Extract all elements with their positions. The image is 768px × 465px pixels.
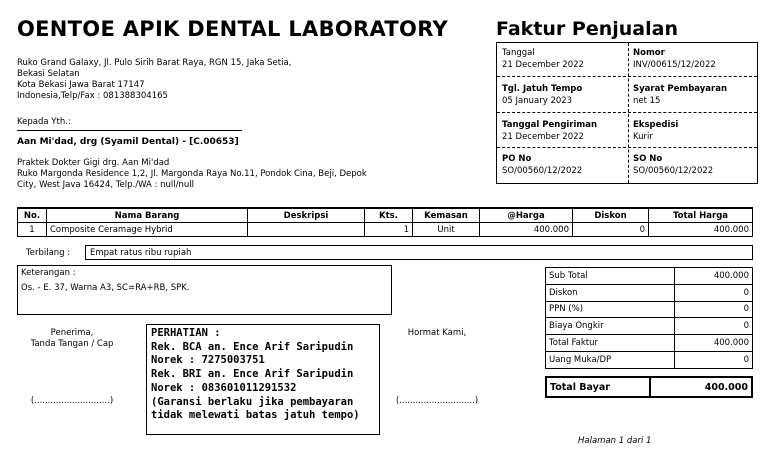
summary-row [546, 335, 753, 352]
summary-label: PPN (%) [546, 301, 675, 318]
company-name: OENTOE APIK DENTAL LABORATORY [17, 17, 449, 41]
table-row [18, 223, 753, 237]
hormat-label: Hormat Kami, [407, 328, 467, 338]
keterangan-label: Keterangan : [21, 268, 76, 278]
cell-kemasan: Unit [413, 223, 480, 237]
address-line: Kota Bekasi Jawa Barat 17147 [17, 80, 145, 90]
payment-notice [146, 324, 380, 435]
cell-nama: Composite Ceramage Hybrid [47, 223, 248, 237]
notice-line: Norek : 083601011291532 [151, 381, 297, 394]
keterangan-box [17, 265, 392, 315]
notice-line: PERHATIAN : [151, 327, 221, 339]
cell-deskripsi [248, 223, 365, 237]
signature-line-left: (............................) [30, 396, 114, 406]
tanggal-label: Tanggal [502, 48, 535, 58]
invoice-title: Faktur Penjualan [496, 18, 678, 40]
summary-label: Uang Muka/DP [546, 351, 675, 368]
cell-diskon: 0 [573, 223, 649, 237]
summary-value: 400.000 [674, 335, 752, 352]
summary-value: 0 [674, 318, 752, 335]
total-bayar-label: Total Bayar [546, 377, 650, 397]
address-line: Ruko Grand Galaxy, Jl. Pulo Sirih Barat Raya, RGN 15, Jaka Setia, [17, 58, 292, 68]
customer-address-line: Praktek Dokter Gigi drg. Aan Mi'dad [17, 158, 170, 168]
col-nama: Nama Barang [47, 208, 248, 223]
col-harga: @Harga [480, 208, 573, 223]
ekspedisi-label: Ekspedisi [633, 120, 679, 130]
nomor-value: INV/00615/12/2022 [633, 60, 716, 70]
col-no: No. [18, 208, 47, 223]
customer-name: Aan Mi'dad, drg (Syamil Dental) - [C.00653] [17, 137, 239, 147]
penerima-block [17, 328, 127, 407]
table-header-row [18, 208, 753, 223]
summary-row [546, 318, 753, 335]
tanggal-value: 21 December 2022 [502, 60, 584, 70]
invoice-meta-box [496, 42, 758, 184]
summary-value: 400.000 [674, 268, 752, 285]
po-label: PO No [502, 154, 532, 164]
tanda-tangan-label: Tanda Tangan / Cap [30, 339, 114, 349]
ekspedisi-field [633, 119, 678, 143]
page-number: Halaman 1 dari 1 [578, 436, 652, 446]
nomor-field [633, 47, 716, 71]
col-diskon: Diskon [573, 208, 649, 223]
meta-divider [497, 147, 757, 148]
cell-total: 400.000 [649, 223, 753, 237]
col-total: Total Harga [649, 208, 753, 223]
terbilang-label: Terbilang : [26, 248, 71, 258]
summary-label: Total Faktur [546, 335, 675, 352]
summary-table [545, 267, 753, 369]
meta-divider [497, 76, 757, 77]
hormat-block [387, 328, 487, 407]
notice-line: Rek. BCA an. Ence Arif Saripudin [151, 340, 354, 353]
kepada-label: Kepada Yth.: [17, 117, 242, 131]
ekspedisi-value: Kurir [633, 132, 653, 142]
address-line: Bekasi Selatan [17, 69, 80, 79]
syarat-label: Syarat Pembayaran [633, 84, 728, 94]
notice-line: Norek : 7275003751 [151, 354, 265, 367]
col-deskripsi: Deskripsi [248, 208, 365, 223]
summary-row [546, 268, 753, 285]
penerima-label: Penerima, [50, 328, 94, 338]
total-bayar-value: 400.000 [650, 377, 752, 397]
notice-line: Rek. BRI an. Ence Arif Saripudin [151, 368, 354, 381]
summary-row [546, 301, 753, 318]
customer-address-line: City, West Java 16424, Telp./WA : null/null [17, 180, 194, 190]
jatuh-tempo-field [502, 83, 582, 107]
syarat-field [633, 83, 727, 107]
meta-divider [628, 43, 629, 183]
signature-line-right: (............................) [395, 396, 479, 406]
cell-harga: 400.000 [480, 223, 573, 237]
syarat-value: net 15 [633, 96, 661, 106]
summary-row [546, 351, 753, 368]
summary-value: 0 [674, 301, 752, 318]
so-label: SO No [633, 154, 663, 164]
notice-line: (Garansi berlaku jika pembayaran [151, 395, 354, 408]
meta-divider [497, 112, 757, 113]
pengiriman-value: 21 December 2022 [502, 132, 584, 142]
jatuh-tempo-label: Tgl. Jatuh Tempo [502, 84, 583, 94]
customer-address-line: Ruko Margonda Residence 1,2, Jl. Margonda Raya No.11, Pondok Cina, Beji, Depok [17, 169, 367, 179]
nomor-label: Nomor [633, 48, 665, 58]
summary-label: Sub Total [546, 268, 675, 285]
pengiriman-field [502, 119, 597, 143]
items-table [17, 207, 753, 237]
summary-value: 0 [674, 284, 752, 301]
company-address [17, 58, 337, 102]
notice-line: tidak melewati batas jatuh tempo) [151, 409, 360, 422]
so-value: SO/00560/12/2022 [633, 166, 714, 176]
total-bayar-row [546, 377, 752, 397]
summary-label: Biaya Ongkir [546, 318, 675, 335]
so-field [633, 153, 713, 177]
total-bayar-table [545, 376, 753, 398]
terbilang-value: Empat ratus ribu rupiah [85, 245, 753, 260]
summary-value: 0 [674, 351, 752, 368]
jatuh-tempo-value: 05 January 2023 [502, 96, 573, 106]
po-value: SO/00560/12/2022 [502, 166, 583, 176]
col-kts: Kts. [365, 208, 413, 223]
keterangan-value: Os. - E. 37, Warna A3, SC=RA+RB, SPK. [21, 283, 190, 293]
cell-kts: 1 [365, 223, 413, 237]
summary-row [546, 284, 753, 301]
po-field [502, 153, 582, 177]
customer-address [17, 158, 417, 191]
cell-no: 1 [18, 223, 47, 237]
summary-label: Diskon [546, 284, 675, 301]
col-kemasan: Kemasan [413, 208, 480, 223]
pengiriman-label: Tanggal Pengiriman [502, 120, 598, 130]
address-line: Indonesia,Telp/Fax : 081388304165 [17, 91, 168, 101]
tanggal-field [502, 47, 584, 71]
